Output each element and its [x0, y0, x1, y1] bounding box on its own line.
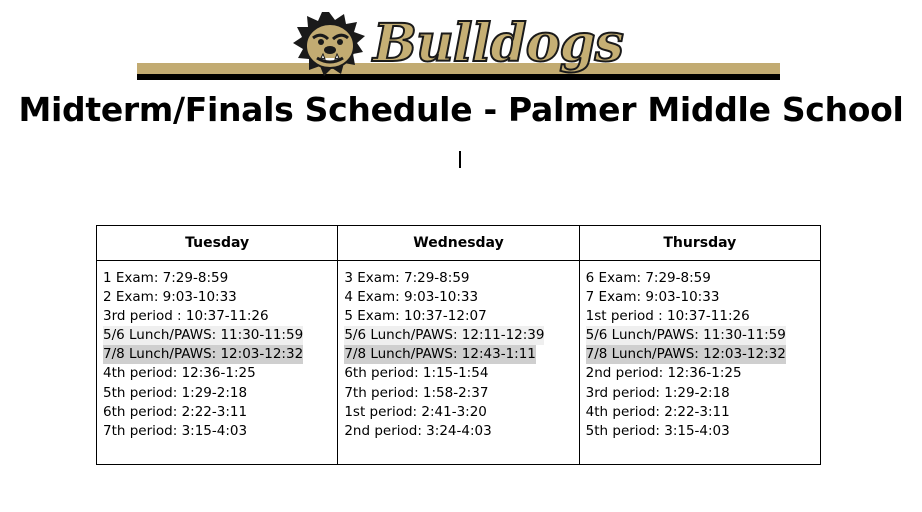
page-title: Midterm/Finals Schedule - Palmer Middle School: [18, 90, 904, 129]
column-header-thursday: Thursday: [579, 226, 820, 261]
lunch-7-8-item: 7/8 Lunch/PAWS: 12:43-1:11: [344, 345, 536, 364]
lunch-5-6-item: 5/6 Lunch/PAWS: 12:11-12:39: [344, 326, 544, 345]
lunch-7-8-item: 7/8 Lunch/PAWS: 12:03-12:32: [103, 345, 303, 364]
list-item: 4th period: 12:36-1:25: [103, 365, 256, 382]
table-header-row: [97, 226, 821, 261]
list-item: 2nd period: 12:36-1:25: [585, 365, 742, 382]
list-item: 4 Exam: 9:03-10:33: [344, 289, 479, 306]
list-item: 1 Exam: 7:29-8:59: [103, 270, 229, 286]
bulldogs-banner: [137, 10, 780, 82]
schedule-table: [96, 225, 821, 465]
list-item: 4th period: 2:22-3:11: [585, 403, 730, 420]
text-cursor: [459, 151, 461, 168]
lunch-5-6-item: 5/6 Lunch/PAWS: 11:30-11:59: [586, 326, 786, 345]
thursday-cell: [579, 261, 820, 465]
column-header-wednesday: Wednesday: [338, 226, 579, 261]
list-item: 7th period: 3:15-4:03: [103, 422, 248, 439]
list-item: 3rd period: 1:29-2:18: [585, 384, 730, 401]
list-item: 3rd period : 10:37-11:26: [103, 308, 269, 325]
tuesday-cell: [97, 261, 338, 465]
list-item: 7th period: 1:58-2:37: [344, 384, 489, 401]
list-item: 6th period: 2:22-3:11: [103, 403, 248, 420]
list-item: 2 Exam: 9:03-10:33: [103, 289, 237, 306]
lunch-7-8-item: 7/8 Lunch/PAWS: 12:03-12:32: [586, 345, 786, 364]
lunch-5-6-item: 5/6 Lunch/PAWS: 11:30-11:59: [103, 326, 303, 345]
list-item: 5 Exam: 10:37-12:07: [344, 308, 487, 325]
bulldogs-wordmark: Bulldogs: [373, 13, 623, 74]
list-item: 3 Exam: 7:29-8:59: [344, 270, 470, 286]
list-item: 5th period: 1:29-2:18: [103, 384, 248, 401]
table-row: [97, 261, 821, 465]
list-item: 2nd period: 3:24-4:03: [344, 422, 492, 439]
list-item: 1st period : 10:37-11:26: [585, 308, 750, 325]
wednesday-cell: [338, 261, 579, 465]
bulldog-mascot-icon: [291, 10, 367, 80]
list-item: 6th period: 1:15-1:54: [344, 365, 489, 382]
column-header-tuesday: Tuesday: [97, 226, 338, 261]
list-item: 7 Exam: 9:03-10:33: [585, 289, 720, 306]
list-item: 5th period: 3:15-4:03: [585, 422, 730, 439]
list-item: 6 Exam: 7:29-8:59: [585, 270, 711, 286]
list-item: 1st period: 2:41-3:20: [344, 403, 487, 420]
